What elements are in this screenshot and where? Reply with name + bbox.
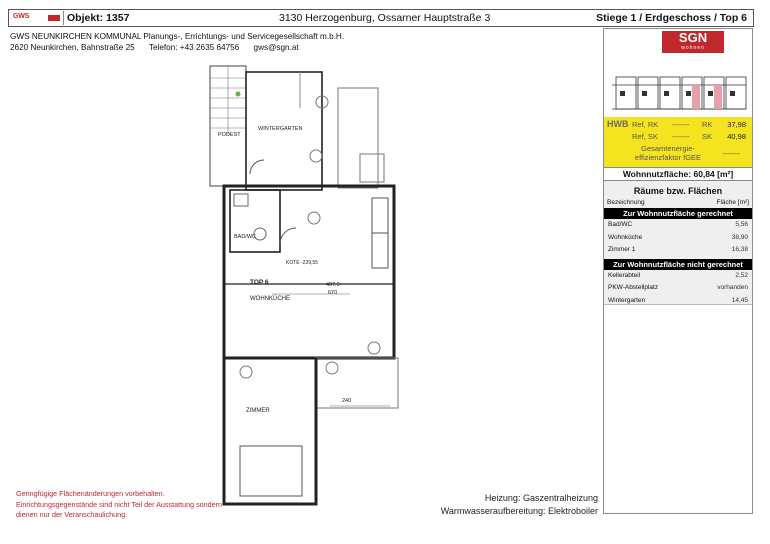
- object-address: 3130 Herzogenburg, Ossarner Hauptstraße 3: [279, 12, 491, 24]
- rooms-header: [604, 199, 752, 206]
- gws-logo: [12, 11, 64, 25]
- heating-type: Heizung: Gaszentralheizung: [484, 493, 598, 503]
- ref-rk-dashes: -------: [672, 120, 690, 129]
- room-area: vorhanden: [717, 284, 748, 291]
- room-area: 5,56: [735, 221, 748, 228]
- label-level: KOTE -229,55: [286, 260, 318, 266]
- fgee-label: Gesamtenergie-effizienzfaktor fGEE: [634, 144, 702, 162]
- ref-rk-label: Ref, RK: [632, 120, 659, 129]
- wohnnutzflaeche-total: Wohnnutzfläche: 60,84 [m²]: [604, 167, 752, 181]
- company-contact-row: [10, 43, 344, 54]
- sgn-logo-text: SGN: [678, 30, 708, 45]
- sgn-logo: [662, 31, 724, 53]
- hwb-label: HWB: [607, 119, 629, 129]
- room-area: 14,45: [731, 296, 748, 304]
- energy-panel: [604, 117, 752, 167]
- fgee-value: -------: [722, 149, 740, 158]
- rk-label: RK: [702, 120, 713, 129]
- info-sidebar: [603, 28, 753, 514]
- col-area: Fläche [m²]: [716, 199, 749, 206]
- room-name: Bad/WC: [608, 221, 633, 228]
- ref-sk-dashes: -------: [672, 132, 690, 141]
- label-top: TOP 6: [250, 279, 269, 286]
- rooms-title: Räume bzw. Flächen: [633, 186, 723, 196]
- dim-407: 407,5: [326, 282, 340, 288]
- label-badwc: BAD/WC: [234, 234, 256, 240]
- room-name: Wintergarten: [608, 296, 646, 304]
- label-wintergarten: WINTERGARTEN: [258, 126, 303, 132]
- table-row: [604, 244, 752, 257]
- company-phone: Telefon: +43 2635 64756: [148, 42, 240, 52]
- room-name: Wohnküche: [608, 233, 643, 241]
- rooms-table: [604, 181, 752, 305]
- table-row: [604, 219, 752, 232]
- disclaimer-line: dienen nur der Veranschaulichung.: [16, 510, 128, 519]
- section-included: Zur Wohnnutzfläche gerechnet: [604, 208, 752, 219]
- room-name: Zimmer 1: [608, 246, 636, 253]
- dim-670: 670: [328, 290, 338, 296]
- company-name: GWS NEUNKIRCHEN KOMMUNAL Planungs-, Errichtungs- und Servicegesellschaft m.b.H.: [10, 32, 345, 41]
- table-row: [604, 270, 752, 283]
- table-row: [604, 282, 752, 295]
- floor-plan: [190, 58, 410, 526]
- room-area: 16,38: [731, 246, 748, 253]
- room-area: 38,90: [731, 233, 748, 241]
- sk-value: 40,98: [727, 132, 746, 141]
- disclaimer-line: Geringfügige Flächenänderungen vorbehalten.: [16, 489, 165, 498]
- company-address: 2620 Neunkirchen, Bahnstraße 25: [10, 42, 135, 52]
- room-area: 2,52: [735, 271, 748, 279]
- company-info: [10, 32, 344, 53]
- room-name: PKW-Abstellplatz: [608, 284, 659, 291]
- header-bar: [8, 9, 754, 27]
- label-podest: PODEST: [218, 132, 241, 138]
- gws-logo-mark: [48, 15, 60, 21]
- table-row: [604, 295, 752, 308]
- gws-logo-text: GWS: [13, 13, 30, 20]
- unit-location: Stiege 1 / Erdgeschoss / Top 6: [596, 12, 747, 24]
- dim-240: 240: [342, 398, 352, 404]
- rk-value: 37,98: [727, 120, 746, 129]
- label-wohnkueche: WOHNKÜCHE: [250, 296, 290, 302]
- object-number: Objekt: 1357: [67, 12, 130, 24]
- company-email: gws@sgn.at: [253, 42, 299, 52]
- room-name: Kellerabteil: [608, 271, 641, 279]
- heating-info: [441, 492, 598, 517]
- floor-plan-drawing: [190, 58, 410, 526]
- water-heating-type: Warmwasseraufbereitung: Elektroboiler: [440, 505, 598, 516]
- ref-sk-label: Ref, SK: [632, 132, 658, 141]
- label-zimmer: ZIMMER: [246, 408, 270, 414]
- disclaimer-line: Einrichtungsgegenstände sind nicht Teil der Ausstattung sondern: [16, 499, 223, 509]
- disclaimer-note: [16, 489, 222, 521]
- building-elevation-icon: [606, 55, 752, 117]
- sgn-logo-sub: wohnen: [681, 45, 705, 51]
- table-row: [604, 232, 752, 245]
- col-name: Bezeichnung: [607, 199, 645, 206]
- sk-label: SK: [702, 132, 713, 141]
- section-excluded: Zur Wohnnutzfläche nicht gerechnet: [604, 259, 752, 270]
